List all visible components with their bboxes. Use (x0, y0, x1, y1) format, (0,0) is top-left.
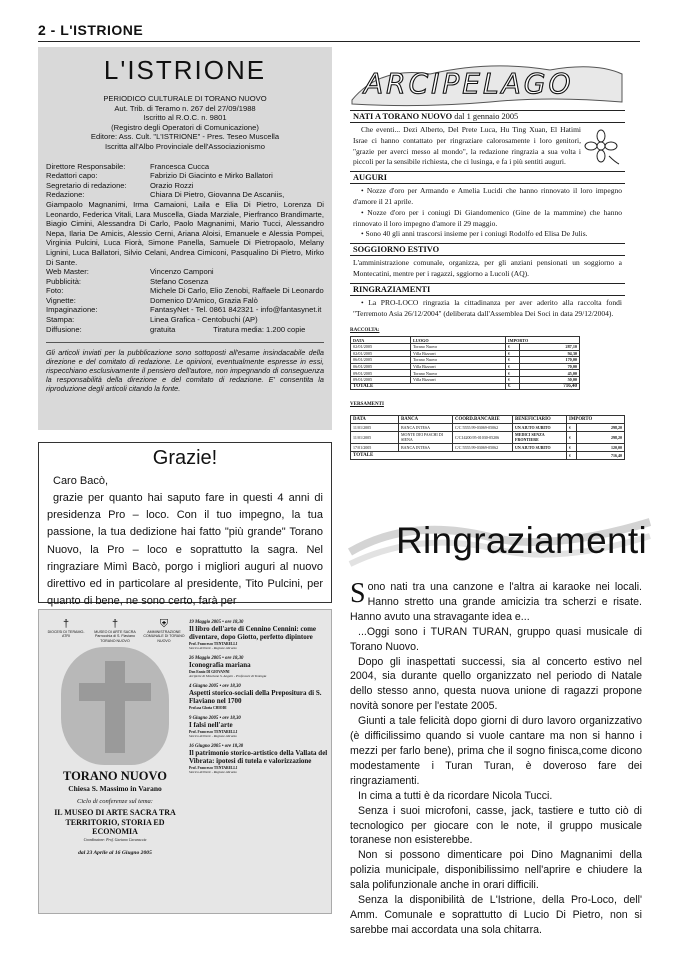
masthead-disclaimer: Gli articoli inviati per la pubblicazione sono sottoposti all'esame insindacabile della direzione e del comitato di redazione. Le opinioni, eventualmente espresse in essi, rispecchiano esclusivamente il pensiero dell'autore, non impegnando di conseguenza la responsabilità della direzione e del comitato di redazione. E' consentita la riproduzione degli articoli citando la fonte. (46, 342, 324, 393)
table-cell: 120,00 (577, 443, 625, 451)
article-paragraph: Senza i suoi microfoni, casse, jack, tastiere e tutto ciò di tecnologico per giocare con le note, il gruppo musicale toranese non esisterebbe. (350, 804, 642, 847)
staff-row (46, 181, 324, 191)
conference-poster (38, 609, 332, 914)
poster-event (189, 620, 329, 650)
cross-icon: † (111, 618, 119, 630)
ringraziamenti-box-heading: RINGRAZIAMENTI (350, 283, 625, 296)
table-cell: 09/01/2005 (351, 370, 411, 377)
article-paragraph: Senza la disponibilità de L'Istrione, della Pro-Loco, dell' Amm. Comunale e soprattutto di Lucio Di Pietro, non si sarebbe mai accordata una sola chitarra. (350, 894, 642, 936)
nati-text: Che eventi... Dezi Alberto, Del Prete Luca, Hu Ting Xuan, El Hatimi Israe ci hanno contattato per ringraziare calorosamente i loro genitori, "grazie per averci messo al mondo", la redazione ringrazia a sua volta i piccoli per la sensibile richiesta, che ci lusinga, e fa i più sentiti auguri. (353, 125, 581, 167)
table-cell: UN AIUTO SUBITO (513, 443, 567, 451)
table-cell: Torano Nuovo (411, 343, 506, 350)
table-total-row (351, 383, 580, 390)
table-cell: 02/01/2005 (351, 350, 411, 357)
table-header: DATA (351, 416, 399, 424)
masthead-title: L'ISTRIONE (103, 55, 267, 85)
event-role: Storico dell'arte - Regione Abruzzo (189, 770, 237, 774)
staff-row (46, 305, 324, 315)
masthead-sub-line: PERIODICO CULTURALE DI TORANO NUOVO (103, 94, 267, 103)
table-cell: BANCA INTESA (399, 443, 453, 451)
event-role: Storico dell'arte - Regione Abruzzo (189, 734, 237, 738)
arcipelago-banner (350, 56, 625, 108)
arcipelago-wave (350, 56, 625, 108)
poster-event (189, 744, 329, 774)
poster-event (189, 716, 329, 738)
table-cell: € (506, 343, 520, 350)
table-cell: € (567, 443, 577, 451)
soggiorno-section (350, 243, 625, 283)
article-first-text: ono nati tra una canzone e l'altra ai karaoke nei locali. Hanno stretto una grande amicizia tra scherzi e risate. Hanno avuto una stravagante idea e... (350, 581, 642, 623)
soggiorno-text: L'amministrazione comunale, organizza, per gli anziani pensionati un soggiorno a Montecatini, mentre per i ragazzi, sggiorno a Lucoli (AQ). (353, 258, 622, 278)
table-cell: TOTALE (351, 383, 506, 390)
table-cell: 170,00 (520, 357, 580, 364)
table-header-row (351, 337, 580, 344)
table-cell: 06/01/2005 (351, 357, 411, 364)
grazie-greeting: Caro Bacò, (53, 475, 109, 487)
staff-row (46, 171, 324, 181)
table-cell: 298,20 (577, 424, 625, 432)
table-row (351, 357, 580, 364)
staff-row (46, 325, 324, 335)
staff-row (46, 190, 324, 200)
staff-name: Orazio Rozzi (150, 180, 194, 190)
logo-text: MUSEO DI ARTE SACRA Parrocchia di S. Flaviano TORANO NUOVO (94, 630, 136, 643)
table-cell: 02/01/2005 (351, 343, 411, 350)
event-title: I falsi nell'arte (189, 721, 233, 729)
arcipelago-title: ARCIPELAGO (364, 67, 574, 100)
staff-role: Redattori capo: (46, 171, 98, 181)
staff-role: Redazione: (46, 190, 85, 200)
raccolta-table (350, 336, 580, 390)
event-speaker: Don Ennio DI GIOVANNI (189, 670, 230, 674)
staff-name: Linea Grafica - Centobuchi (AP) (150, 315, 258, 325)
table-cell: 287,10 (520, 343, 580, 350)
event-speaker: Prof. Francesco TENTARELLI (189, 642, 238, 646)
article-paragraph: Non si possono dimenticare poi Dino Magnanimi della polizia municipale, disponibilissimo nell'aprire e chiudere la sala polifunzionale anche in orari difficili. (350, 849, 642, 892)
nati-heading-bold: NATI A TORANO NUOVO (353, 112, 453, 121)
ringraziamenti-title: Ringraziamenti (396, 520, 647, 561)
event-date: 19 Maggio 2005 • ore 18,30 (189, 620, 244, 625)
cross-shape (105, 661, 125, 753)
table-cell: UN AIUTO SUBITO (513, 424, 567, 432)
raccolta-label: RACCOLTA: (350, 328, 380, 334)
nati-heading-rest: dal 1 gennaio 2005 (452, 112, 519, 121)
table-cell: 716,40 (520, 383, 580, 390)
poster-cycle: Ciclo di conferenze sul tema: (77, 798, 153, 806)
logo-museo (94, 618, 136, 643)
table-cell: C/C 5555.99-03069-05062 (453, 443, 513, 451)
staff-row (46, 277, 324, 287)
table-header: IMPORTO (506, 337, 580, 344)
soggiorno-body (350, 256, 625, 283)
staff-row (46, 296, 324, 306)
masthead-box (38, 47, 332, 430)
poster-dates: dal 23 Aprile al 16 Giugno 2005 (78, 849, 152, 856)
staff-name: FantasyNet - Tel. 0861 842321 - info@fantasynet.it (150, 305, 322, 315)
staff-role: Diffusione: (46, 324, 82, 334)
table-cell: 17/01/2005 (351, 443, 399, 451)
versamenti-label: VERSAMENTI (350, 402, 384, 408)
table-cell: € (506, 383, 520, 390)
staff-name: gratuita Tiratura media: 1.200 copie (150, 324, 306, 334)
cross-shape (79, 683, 151, 701)
ringraziamenti-box-section (350, 283, 625, 323)
table-header: DATA (351, 337, 411, 344)
table-header-row (351, 416, 625, 424)
auguri-item: • Sono 40 gli anni trascorsi insieme per i coniugi Rodolfo ed Elisa De Julis. (361, 229, 588, 239)
table-cell: TOTALE (351, 451, 567, 459)
masthead-sub-line: Iscritta all'Albo Provinciale dell'Associazionismo (105, 141, 265, 151)
staff-redazione-list: Giampaolo Magnanimi, Irma Camaioni, Laila e Elia Di Pietro, Lorenza Di Leonardo, Federica Vitali, Lara Muscella, Giada Marziale, Pierfranco Brandimarte, Biagio Cimini, Alessandra Di Carlo, Paolo Magnanimi, Mario Tucci, Alessandro Nepa, Ilaria De Amicis, Alessio Cerni, Ariana Aloisi, Emanuele e Alessia Pompei, Virginia Pulcini, Luca Fiorà, Simone Panella, Samuele Di Pietropaolo, Melany Lignini, Luca Ballatori, Silvio Celani, Andrea Cimiconi, Pasqualino Di Pietro, Mirko Di Sante. (46, 199, 324, 267)
table-cell: € (506, 370, 520, 377)
event-title: Iconografia mariana (189, 661, 251, 669)
event-role: Storico dell'arte - Regione Abruzzo (189, 646, 237, 650)
table-cell: 45,00 (520, 370, 580, 377)
table-row (351, 343, 580, 350)
logo-comune (143, 618, 185, 643)
table-header: BENEFICIARIO (513, 416, 567, 424)
table-cell: € (506, 376, 520, 383)
staff-name: Michele Di Carlo, Elio Zenobi, Raffaele Di Leonardo (150, 286, 324, 296)
staff-role: Web Master: (46, 267, 89, 277)
page-header (38, 22, 640, 42)
staff-row (46, 162, 324, 172)
table-row (351, 424, 625, 432)
table-cell: € (506, 350, 520, 357)
masthead-sub-line: Iscritto al R.O.C. n. 9801 (143, 113, 227, 123)
table-cell: 11/01/2005 (351, 432, 399, 444)
poster-left-panel (45, 618, 185, 856)
event-role: Arciprete di Mosciano S. Angelo - Professore di Teologia (189, 674, 267, 678)
grazie-title: Grazie! (152, 447, 218, 469)
table-row (351, 370, 580, 377)
poster-events (189, 620, 329, 780)
table-header: BANCA (399, 416, 453, 424)
ringraziamenti-box-body (350, 296, 625, 323)
staff-row (46, 315, 324, 325)
crest-icon: ⛨ (159, 618, 169, 630)
staff-role: Vignette: (46, 295, 76, 305)
ringraziamenti-box-text: • La PRO-LOCO ringrazia la cittadinanza per aver aderito alla raccolta fondi "Terremoto Asia 26/12/2004" (deliberata dall'Assemblea Dei Soci in data 29/12/2004). (353, 297, 622, 318)
table-cell: 298,20 (577, 432, 625, 444)
article-paragraph: In cima a tutti è da ricordare Nicola Tucci. (358, 789, 553, 802)
staff-name: Domenico D'Amico, Grazia Falò (150, 295, 258, 305)
staff-name: Fabrizio Di Giacinto e Mirko Ballatori (150, 171, 273, 181)
table-cell: € (506, 357, 520, 364)
event-date: 4 Giugno 2005 • ore 18,30 (189, 684, 241, 689)
table-header: LUOGO (411, 337, 506, 344)
table-cell: Torano Nuovo (411, 357, 506, 364)
soggiorno-heading: SOGGIORNO ESTIVO (350, 243, 625, 256)
article-paragraph: Dopo gli inaspettati successi, sia al concerto estivo nel 2004, sia durante quello organizzato nel periodo di Natale dello stesso anno, questa nuova unione di ragazzi propone novità sonore per l'estate 2005. (350, 655, 642, 713)
table-cell: Villa Bizzarri (411, 376, 506, 383)
poster-event (189, 656, 329, 678)
staff-role: Stampa: (46, 315, 75, 325)
masthead-subinfo (46, 94, 324, 152)
staff-role: Pubblicità: (46, 276, 82, 286)
table-cell: C/C14200.95-01030-05206 (453, 432, 513, 444)
auguri-section (350, 171, 625, 243)
event-speaker: Prof. Francesco TENTARELLI (189, 730, 238, 734)
news-column (350, 110, 625, 460)
event-date: 9 Giugno 2005 • ore 18,30 (189, 716, 241, 721)
table-cell: MONTE DEI PASCHI DI SIENA (399, 432, 453, 444)
event-date: 26 Maggio 2005 • ore 18,30 (189, 656, 244, 661)
table-row (351, 350, 580, 357)
staff-role: Direttore Responsabile: (46, 161, 126, 171)
poster-coordinator: Coordinatore: Prof. Gaetano Cavaraccia (83, 837, 147, 842)
table-header: IMPORTO (567, 416, 625, 424)
table-cell: € (506, 363, 520, 370)
staff-row (46, 267, 324, 277)
drop-cap: S (350, 578, 366, 609)
grazie-box (38, 442, 332, 608)
poster-logos (45, 618, 185, 643)
event-title: Aspetti storico-sociali della Prepositura di S. Flaviano nel 1700 (189, 689, 322, 705)
staff-role: Impaginazione: (46, 305, 98, 315)
table-cell: € (567, 451, 577, 459)
auguri-body (350, 184, 625, 243)
event-speaker: Prof.ssa Gloria CHIODI (189, 706, 227, 710)
staff-row (46, 286, 324, 296)
flower-icon (581, 126, 621, 166)
table-cell: Villa Bizzarri (411, 350, 506, 357)
table-cell: BANCA INTESA (399, 424, 453, 432)
staff-name: Francesca Cucca (150, 161, 210, 171)
staff-name: Stefano Cosenza (150, 276, 209, 286)
table-row (351, 432, 625, 444)
stone-cross-image (61, 647, 169, 765)
staff-name: Vincenzo Camponi (150, 267, 214, 277)
article-paragraph: ...Oggi sono i TURAN TURAN, gruppo quasi musicale di Torano Nuovo. (350, 625, 642, 653)
auguri-item: • Nozze d'oro per i coniugi Di Giandomenico (Gine de la mammine) che hanno rinnovato il loro impegno d'amore il 29 maggio. (353, 207, 622, 228)
table-header: COORD.BANCARIE (453, 416, 513, 424)
poster-title: TORANO NUOVO (62, 769, 168, 784)
auguri-heading: AUGURI (350, 171, 625, 184)
versamenti-table (350, 415, 625, 460)
nati-section (350, 110, 625, 171)
poster-event (189, 684, 329, 710)
table-cell: 94,30 (520, 350, 580, 357)
table-row (351, 443, 625, 451)
grazie-body: grazie per quanto hai saputo fare in questi 4 anni di presidenza Pro – loco. Con il tuo impegno, la tua passione, la tua dedizione hai fatto "più grande" Torano Nuovo, la Pro – loco e soprattutto la sagra. Nel ringraziare Mimì Bacò, porgo i migliori auguri al nuovo direttivo ed in particolare al presidente, Tito Pulcini, per quanto di bene, ne sono certo, farà per (47, 492, 323, 608)
table-cell: € (567, 432, 577, 444)
article-paragraph (350, 580, 642, 625)
table-cell: 50,00 (520, 376, 580, 383)
table-cell: 09/01/2005 (351, 376, 411, 383)
logo-text: DIOCESI DI TERAMO-ATRI (47, 630, 85, 639)
poster-theme: IL MUSEO DI ARTE SACRA TRA TERRITORIO, STORIA ED ECONOMIA (54, 808, 176, 837)
staff-role: Foto: (46, 286, 64, 296)
table-row (351, 363, 580, 370)
event-title: Il libro dell'arte di Cennino Cennini: come diventare, dopo Giotto, perfetto dipintore (189, 625, 317, 641)
table-total-row (351, 451, 625, 459)
table-row (351, 376, 580, 383)
staff-name: Chiara Di Pietro, Giovanna De Ascaniis, (150, 190, 285, 200)
auguri-item: • Nozze d'oro per Armando e Amelia Lucidi che hanno rinnovato il loro impegno d'amore il 21 aprile. (353, 186, 622, 206)
table-cell: Torano Nuovo (411, 370, 506, 377)
page-header-title: 2 - L'ISTRIONE (38, 22, 144, 38)
table-cell: 11/01/2005 (351, 424, 399, 432)
article-paragraph: Giunti a tale felicità dopo giorni di duro lavoro organizzativo (è difficilissimo quando si vuole cantare ma non si hanno i mezzi per farlo bene), prima che il sogno finisca,come dicono modestamente i Turan Turan, è doveroso fare dei ringraziamenti. (350, 715, 642, 787)
nati-heading (350, 110, 625, 123)
masthead-sub-line: Editore: Ass. Cult. "L'ISTRIONE" - Pres. Teseo Muscella (90, 132, 280, 142)
table-cell: MEDICI SENZA FRONTIERE (513, 432, 567, 444)
table-cell: Villa Bizzarri (411, 363, 506, 370)
event-date: 16 Giugno 2005 • ore 18,30 (189, 744, 244, 749)
staff-role: Segretario di redazione: (46, 180, 127, 190)
logo-diocesi (45, 618, 87, 643)
table-cell: 716,40 (577, 451, 625, 459)
ringraziamenti-article (350, 580, 642, 938)
cross-icon: † (62, 618, 70, 630)
masthead-sub-line: Aut. Trib. di Teramo n. 267 del 27/09/1988 (114, 103, 256, 113)
staff-list (46, 162, 324, 335)
poster-subtitle: Chiesa S. Massimo in Varano (68, 784, 162, 794)
table-cell: C/C 5555.99-03069-05062 (453, 424, 513, 432)
event-title: Il patrimonio storico-artistico della Vallata del Vibrata: ipotesi di tutela e valorizzazione (189, 749, 328, 765)
table-cell: 70,00 (520, 363, 580, 370)
table-cell: € (567, 424, 577, 432)
event-speaker: Prof. Francesco TENTARELLI (189, 766, 238, 770)
logo-text: AMMINISTRAZIONE COMUNALE DI TORANO NUOVO (143, 630, 185, 643)
masthead-sub-line: (Registro degli Operatori di Comunicazione) (111, 122, 259, 132)
table-cell: 06/01/2005 (351, 363, 411, 370)
